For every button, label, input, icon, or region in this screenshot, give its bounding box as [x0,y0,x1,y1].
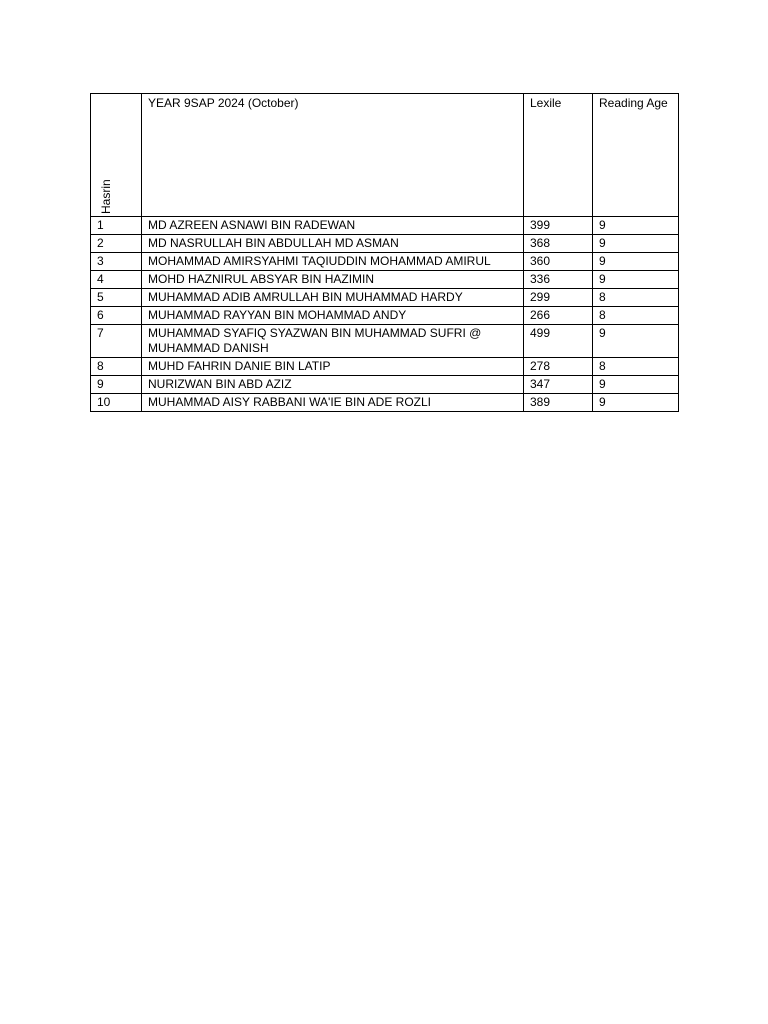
reading-age-value: 9 [593,217,679,235]
student-name: MOHD HAZNIRUL ABSYAR BIN HAZIMIN [142,271,524,289]
student-name: MUHAMMAD SYAFIQ SYAZWAN BIN MUHAMMAD SUFRI @ MUHAMMAD DANISH [142,325,524,358]
table-row [91,271,679,289]
reading-table [90,93,679,412]
table-row [91,376,679,394]
lexile-value: 266 [524,307,593,325]
lexile-header: Lexile [524,94,593,217]
lexile-value: 336 [524,271,593,289]
row-number: 10 [91,394,142,412]
reading-age-value: 9 [593,376,679,394]
lexile-value: 499 [524,325,593,358]
table-row [91,358,679,376]
lexile-value: 299 [524,289,593,307]
lexile-value: 399 [524,217,593,235]
student-name: MUHAMMAD ADIB AMRULLAH BIN MUHAMMAD HARDY [142,289,524,307]
reading-age-value: 9 [593,325,679,358]
reading-age-value: 9 [593,253,679,271]
student-name: MUHD FAHRIN DANIE BIN LATIP [142,358,524,376]
student-name: MOHAMMAD AMIRSYAHMI TAQIUDDIN MOHAMMAD AMIRUL [142,253,524,271]
table-row [91,289,679,307]
lexile-value: 368 [524,235,593,253]
header-row [91,94,679,217]
reading-age-value: 8 [593,289,679,307]
row-number: 2 [91,235,142,253]
table-row [91,394,679,412]
table-row [91,217,679,235]
reading-age-value: 8 [593,358,679,376]
table-row [91,325,679,358]
lexile-value: 360 [524,253,593,271]
reading-age-value: 8 [593,307,679,325]
row-number: 1 [91,217,142,235]
teacher-header-cell [91,94,142,217]
student-name: MD NASRULLAH BIN ABDULLAH MD ASMAN [142,235,524,253]
row-number: 8 [91,358,142,376]
reading-age-value: 9 [593,271,679,289]
student-name: NURIZWAN BIN ABD AZIZ [142,376,524,394]
row-number: 3 [91,253,142,271]
reading-age-header: Reading Age [593,94,679,217]
class-title: YEAR 9SAP 2024 (October) [142,94,524,217]
lexile-value: 347 [524,376,593,394]
row-number: 5 [91,289,142,307]
row-number: 6 [91,307,142,325]
lexile-value: 278 [524,358,593,376]
student-name: MD AZREEN ASNAWI BIN RADEWAN [142,217,524,235]
teacher-name: Hasrin [99,179,113,214]
student-name: MUHAMMAD RAYYAN BIN MOHAMMAD ANDY [142,307,524,325]
student-name: MUHAMMAD AISY RABBANI WA'IE BIN ADE ROZLI [142,394,524,412]
lexile-value: 389 [524,394,593,412]
row-number: 9 [91,376,142,394]
table-row [91,235,679,253]
reading-age-value: 9 [593,235,679,253]
row-number: 4 [91,271,142,289]
reading-age-value: 9 [593,394,679,412]
row-number: 7 [91,325,142,358]
table-row [91,307,679,325]
table-row [91,253,679,271]
